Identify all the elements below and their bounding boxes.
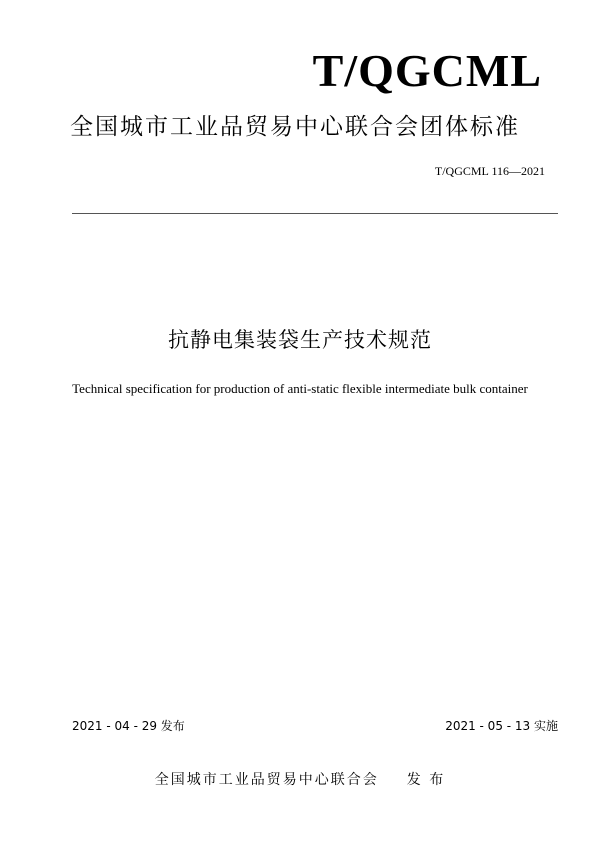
publisher-name: 全国城市工业品贸易中心联合会	[154, 772, 379, 788]
header-divider	[72, 213, 558, 214]
standard-number: T/QGCML 116—2021	[434, 164, 545, 178]
organization-standard-title: 全国城市工业品贸易中心联合会团体标准	[70, 114, 520, 140]
effective-date: 2021 - 05 - 13 实施	[445, 719, 558, 733]
issue-date: 2021 - 04 - 29 发布	[72, 719, 185, 733]
document-title-english: Technical specification for production of anti-static flexible intermediate bulk container	[72, 381, 528, 396]
publisher-line	[0, 773, 600, 787]
document-title-chinese: 抗静电集装袋生产技术规范	[168, 328, 432, 352]
standard-code-logo: T/QGCML	[312, 45, 542, 96]
publish-label: 发 布	[406, 772, 446, 788]
